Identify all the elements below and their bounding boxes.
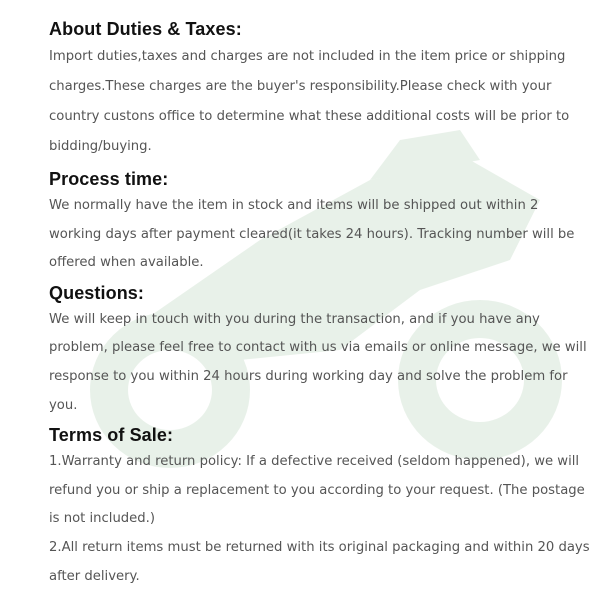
section-text: Import duties,taxes and charges are not included in the item price or shipping charges.These charges are the buyer's responsibility.Please check with your country custons office to determine what these additional costs will be prior to bidding/buying.: [49, 49, 570, 154]
section-heading: Questions:: [49, 282, 145, 303]
return-policy-text: 2.All return items must be returned with its original packaging and within 20 days after delivery.: [49, 539, 590, 584]
section-heading: Process time:: [49, 169, 169, 189]
warranty-policy-text: 1.Warranty and return policy: If a defective received (seldom happened), we will refund you or ship a replacement to you according to your request. (The postage is not included.): [49, 454, 585, 527]
section-text: We will keep in touch with you during the transaction, and if you have any problem, please feel free to contact with us via emails or online message, we will response to you within 24 hours during working day and solve the problem for you.: [49, 311, 587, 413]
questions-section: [49, 280, 593, 420]
process-time-section: [49, 166, 593, 278]
section-heading: About Duties & Taxes:: [49, 19, 242, 39]
terms-of-sale-section: [49, 422, 593, 591]
section-text: We normally have the item in stock and items will be shipped out within 2 working days after payment cleared(it takes 24 hours). Tracking number will be offered when available.: [49, 198, 575, 271]
section-heading: Terms of Sale:: [49, 425, 174, 446]
duties-taxes-section: [49, 16, 593, 162]
